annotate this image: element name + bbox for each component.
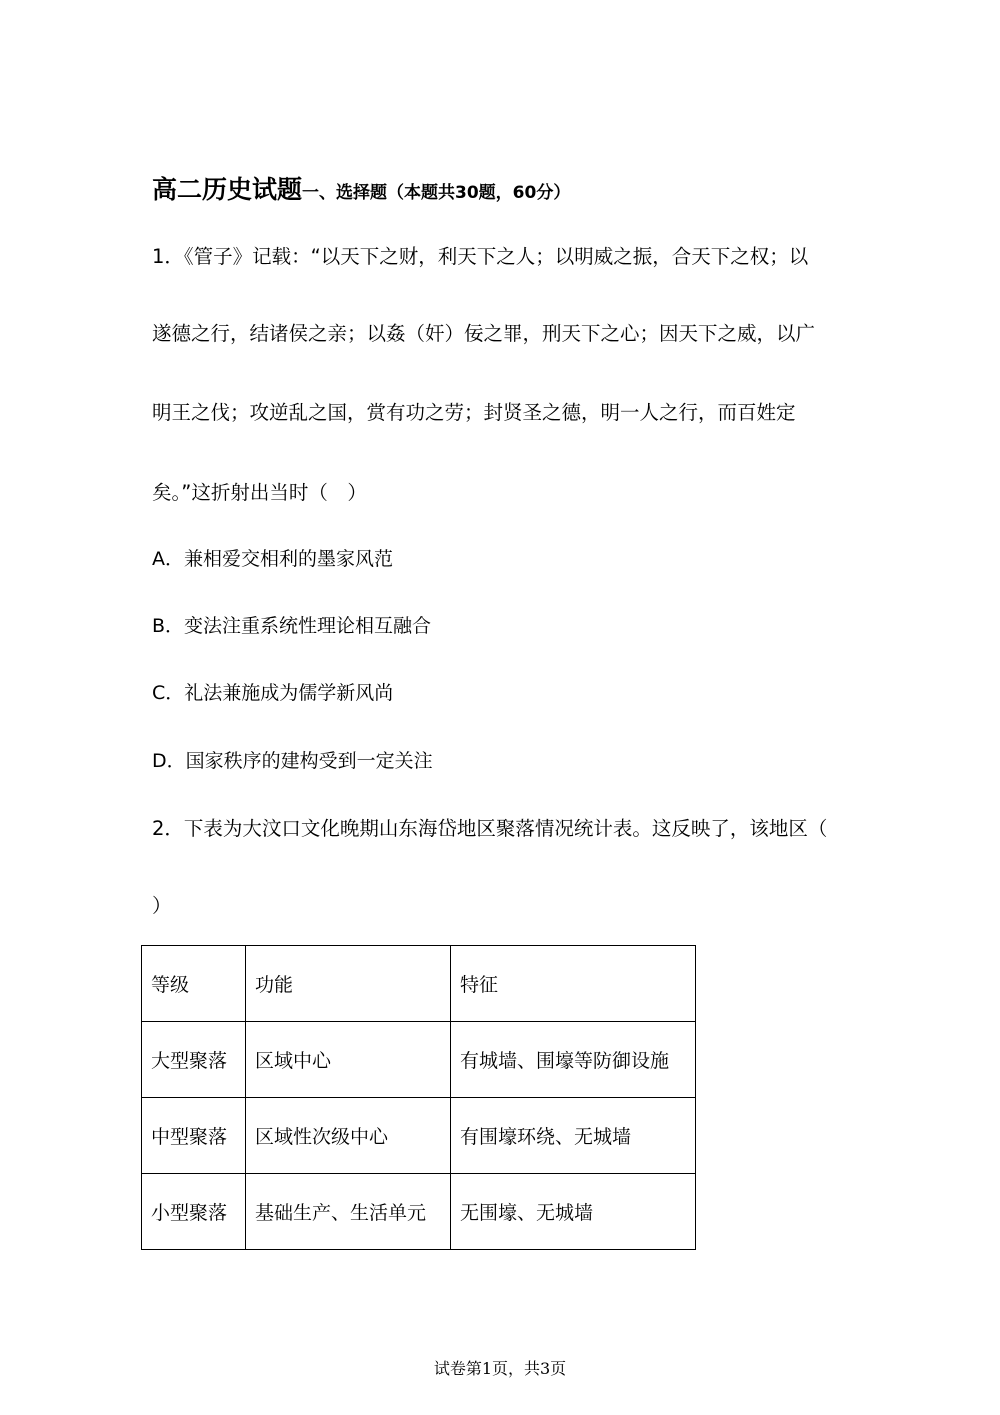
question-1-line-1: 1．《管子》记载：“以天下之财，利天下之人；以明威之振，合天下之权；以 <box>152 245 809 268</box>
question-1-option-a: A．兼相爱交相利的墨家风范 <box>152 548 393 570</box>
question-1-line-4: 矣。”这折射出当时（ ） <box>152 481 367 504</box>
table-cell: 中型聚落 <box>142 1098 246 1174</box>
table-header-cell: 功能 <box>246 946 451 1022</box>
question-2-line-2: ） <box>152 894 172 917</box>
table-header-cell: 特征 <box>451 946 696 1022</box>
page-title-line <box>152 170 570 206</box>
table-cell: 有城墙、围壕等防御设施 <box>451 1022 696 1098</box>
table-cell: 大型聚落 <box>142 1022 246 1098</box>
table-cell: 基础生产、生活单元 <box>246 1174 451 1250</box>
table-row <box>142 1022 696 1098</box>
question-1-option-b: B．变法注重系统性理论相互融合 <box>152 615 432 637</box>
question-1-line-3: 明王之伐；攻逆乱之国，赏有功之劳；封贤圣之德，明一人之行，而百姓定 <box>152 401 796 424</box>
table-header-row <box>142 946 696 1022</box>
table-row <box>142 1098 696 1174</box>
section-heading: 一、选择题（本题共30题，60分） <box>302 183 571 203</box>
table-cell: 区域中心 <box>246 1022 451 1098</box>
table-cell: 区域性次级中心 <box>246 1098 451 1174</box>
table-header-cell: 等级 <box>142 946 246 1022</box>
document-title: 高二历史试题 <box>152 175 303 204</box>
table-cell: 无围壕、无城墙 <box>451 1174 696 1250</box>
question-1-option-d: D．国家秩序的建构受到一定关注 <box>152 750 433 772</box>
question-1-line-2: 遂德之行，结诸侯之亲；以姦（奸）佞之罪，刑天下之心；因天下之威，以广 <box>152 322 816 345</box>
page-footer: 试卷第1页，共3页 <box>433 1359 567 1378</box>
settlement-table <box>141 945 696 1250</box>
table-cell: 有围壕环绕、无城墙 <box>451 1098 696 1174</box>
question-1-option-c: C．礼法兼施成为儒学新风尚 <box>152 682 394 704</box>
table-cell: 小型聚落 <box>142 1174 246 1250</box>
question-2-line-1: 2．下表为大汶口文化晚期山东海岱地区聚落情况统计表。这反映了，该地区（ <box>152 817 828 840</box>
table-row <box>142 1174 696 1250</box>
